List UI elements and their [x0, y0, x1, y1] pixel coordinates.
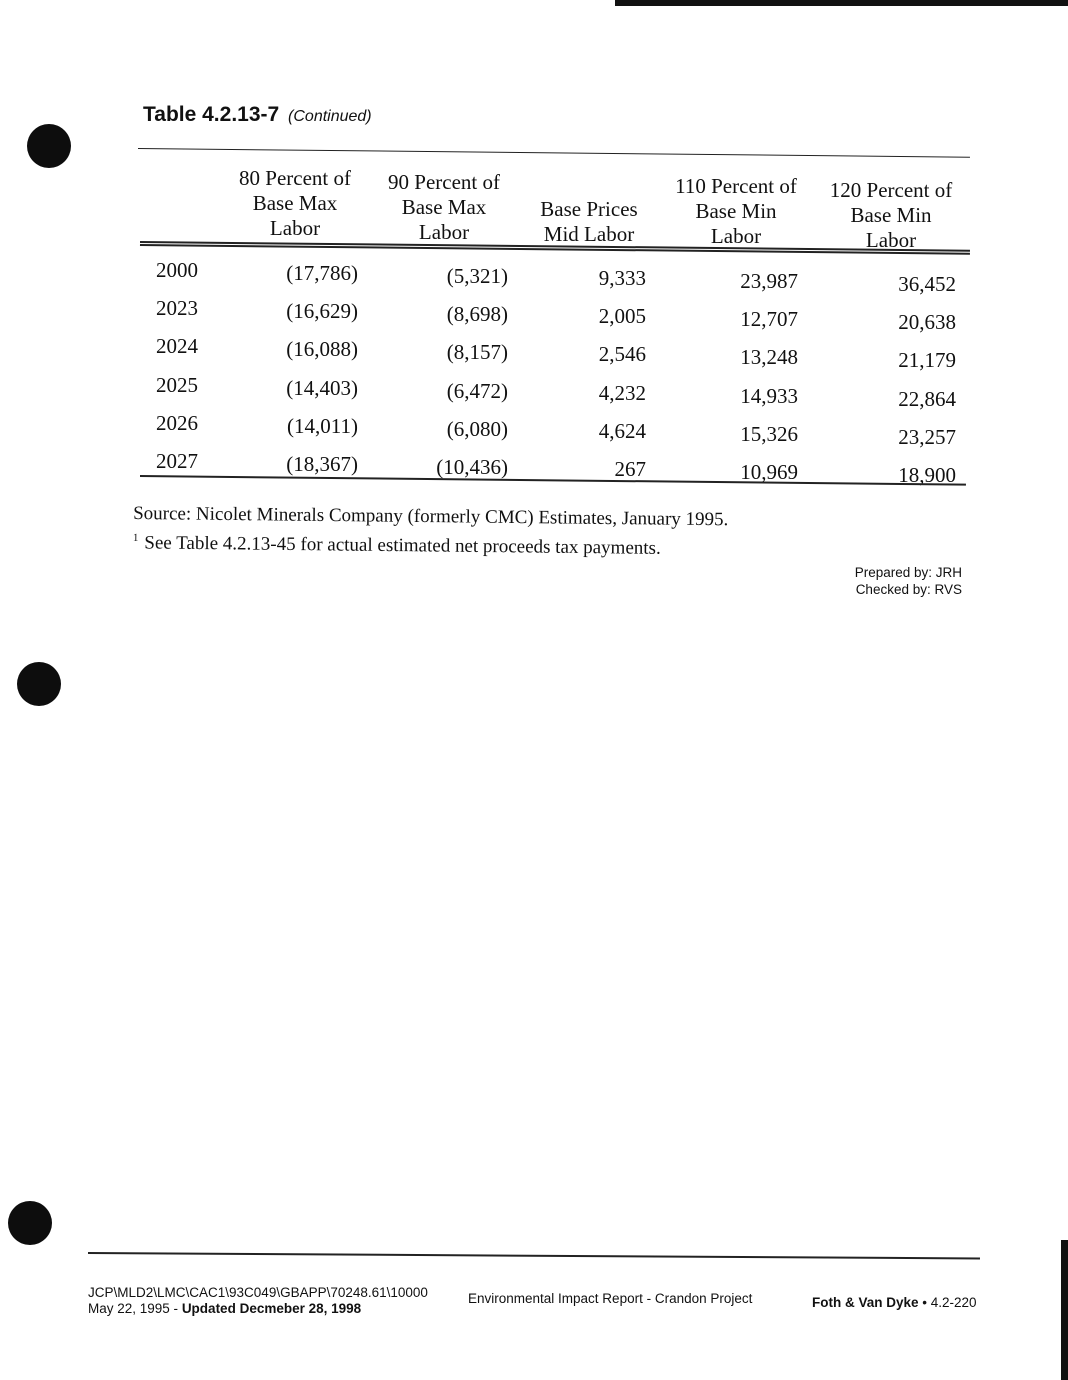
- table-row: 2025 (14,403) (6,472) 4,232 14,933 22,864: [156, 373, 956, 411]
- table-notes: [133, 502, 729, 562]
- table-title: [143, 103, 372, 127]
- column-header: 80 Percent of Base Max Labor: [239, 166, 351, 240]
- scan-edge-top: [615, 0, 1068, 6]
- column-header: Base Prices Mid Labor: [540, 197, 638, 246]
- column-header: 110 Percent of Base Min Labor: [675, 174, 797, 248]
- file-path: JCP\MLD2\LMC\CAC1\93C049\GBAPP\70248.61\10000: [88, 1285, 428, 1300]
- table-number: Table 4.2.13-7: [143, 103, 280, 126]
- footer-date: May 22, 1995 - Updated Decmeber 28, 1998: [88, 1301, 362, 1316]
- page-footer-right: [812, 1295, 977, 1310]
- footer-rule: [88, 1252, 980, 1259]
- footnote-mark: 1: [132, 531, 139, 545]
- table-row: 2026 (14,011) (6,080) 4,624 15,326 23,257: [156, 411, 956, 449]
- table-row: 2023 (16,629) (8,698) 2,005 12,707 20,638: [156, 296, 956, 334]
- table-top-rule: [138, 148, 970, 158]
- footer-file-info: [88, 1285, 428, 1317]
- column-header: 90 Percent of Base Max Labor: [388, 170, 500, 244]
- company-name: Foth & Van Dyke: [812, 1295, 919, 1310]
- footnote-text: See Table 4.2.13-45 for actual estimated net proceeds tax payments.: [144, 532, 661, 559]
- table-continued: (Continued): [288, 108, 372, 125]
- preparer-block: [842, 564, 962, 598]
- report-title: Environmental Impact Report - Crandon Project: [468, 1291, 753, 1306]
- table-row: 2027 (18,367) (10,436) 267 10,969 18,900: [156, 449, 956, 487]
- punch-hole: [27, 124, 71, 168]
- punch-hole: [8, 1201, 52, 1245]
- updated-date: Updated Decmeber 28, 1998: [181, 1301, 362, 1316]
- table-row: 2024 (16,088) (8,157) 2,546 13,248 21,179: [156, 334, 956, 372]
- column-header: 120 Percent of Base Min Labor: [829, 178, 953, 252]
- prepared-by: Prepared by: JRH: [854, 565, 962, 580]
- table-row: 2000 (17,786) (5,321) 9,333 23,987 36,452: [156, 258, 956, 296]
- source-note: Source: Nicolet Minerals Company (formerly CMC) Estimates, January 1995.: [133, 503, 729, 531]
- checked-by: Checked by: RVS: [855, 582, 962, 597]
- punch-hole: [17, 662, 61, 706]
- page-number: • 4.2-220: [918, 1295, 977, 1310]
- scan-edge-right: [1061, 1240, 1068, 1380]
- footnote: [133, 526, 728, 562]
